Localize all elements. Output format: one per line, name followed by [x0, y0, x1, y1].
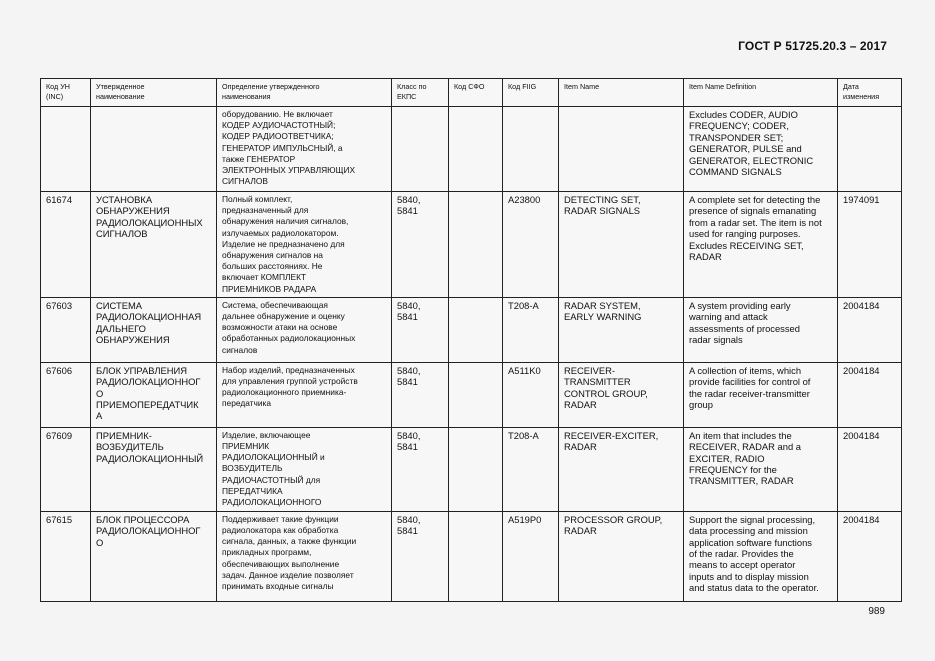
table-row [41, 107, 902, 192]
table-row [41, 511, 902, 601]
col-date-header: Дата изменения [838, 79, 902, 107]
col-item-name-header: Item Name [559, 79, 684, 107]
date-cell: 2004184 [838, 297, 902, 362]
sfo-cell [449, 192, 503, 298]
fiig-cell: T208-A [503, 427, 559, 511]
sfo-cell [449, 297, 503, 362]
name-cell: БЛОК УПРАВЛЕНИЯ РАДИОЛОКАЦИОННОГ О ПРИЕМОПЕРЕДАТЧИК А [91, 362, 217, 427]
name-cell: УСТАНОВКА ОБНАРУЖЕНИЯ РАДИОЛОКАЦИОННЫХ СИГНАЛОВ [91, 192, 217, 298]
table-header-row [41, 79, 902, 107]
class-cell [392, 107, 449, 192]
name-cell [91, 107, 217, 192]
item-name-cell: RADAR SYSTEM, EARLY WARNING [559, 297, 684, 362]
item-name-cell: DETECTING SET, RADAR SIGNALS [559, 192, 684, 298]
date-cell: 2004184 [838, 362, 902, 427]
code-cell: 67615 [41, 511, 91, 601]
document-id: ГОСТ Р 51725.20.3 – 2017 [738, 39, 887, 53]
item-definition-cell: A complete set for detecting the presence of signals emanating from a radar set. The item is not used for ranging purposes. Excludes RECEIVING SET, RADAR [684, 192, 838, 298]
name-cell: ПРИЕМНИК- ВОЗБУДИТЕЛЬ РАДИОЛОКАЦИОННЫЙ [91, 427, 217, 511]
col-class-header: Класс по ЕКПС [392, 79, 449, 107]
class-cell: 5840, 5841 [392, 427, 449, 511]
table-row [41, 362, 902, 427]
col-fiig-header: Код FIIG [503, 79, 559, 107]
definition-cell: Поддерживает такие функции радиолокатора как обработка сигнала, данных, а также функции прикладных программ, обеспечивающих выполнение задач. Данное изделие позволяет принимать входные сигналы [217, 511, 392, 601]
item-definition-cell: A system providing early warning and attack assessments of processed radar signals [684, 297, 838, 362]
item-name-cell [559, 107, 684, 192]
item-definition-cell: An item that includes the RECEIVER, RADAR and a EXCITER, RADIO FREQUENCY for the TRANSMITTER, RADAR [684, 427, 838, 511]
code-cell: 67603 [41, 297, 91, 362]
fiig-cell: T208-A [503, 297, 559, 362]
class-cell: 5840, 5841 [392, 362, 449, 427]
date-cell: 2004184 [838, 427, 902, 511]
col-code-header: Код УН (INC) [41, 79, 91, 107]
date-cell: 1974091 [838, 192, 902, 298]
item-name-cell: RECEIVER-EXCITER, RADAR [559, 427, 684, 511]
page-number: 989 [868, 606, 885, 617]
definition-cell: Полный комплект, предназначенный для обнаружения наличия сигналов, излучаемых радиолокатором. Изделие не предназначено для обнаружения сигналов на больших расстояниях. Не включает КОМПЛЕКТ ПРИЕМНИКОВ РАДАРА [217, 192, 392, 298]
date-cell: 2004184 [838, 511, 902, 601]
class-cell: 5840, 5841 [392, 192, 449, 298]
item-definition-cell: Excludes CODER, AUDIO FREQUENCY; CODER, TRANSPONDER SET; GENERATOR, PULSE and GENERATOR, ELECTRONIC COMMAND SIGNALS [684, 107, 838, 192]
date-cell [838, 107, 902, 192]
sfo-cell [449, 362, 503, 427]
definition-cell: оборудованию. Не включает КОДЕР АУДИОЧАСТОТНЫЙ; КОДЕР РАДИООТВЕТЧИКА; ГЕНЕРАТОР ИМПУЛЬСНЫЙ, а также ГЕНЕРАТОР ЭЛЕКТРОННЫХ УПРАВЛЯЮЩИХ СИГНАЛОВ [217, 107, 392, 192]
definition-cell: Набор изделий, предназначенных для управления группой устройств радиолокационного приемника- передатчика [217, 362, 392, 427]
class-cell: 5840, 5841 [392, 511, 449, 601]
col-item-def-header: Item Name Definition [684, 79, 838, 107]
fiig-cell: A519P0 [503, 511, 559, 601]
code-cell [41, 107, 91, 192]
sfo-cell [449, 427, 503, 511]
table-row [41, 297, 902, 362]
item-name-cell: RECEIVER- TRANSMITTER CONTROL GROUP, RADAR [559, 362, 684, 427]
col-sfo-header: Код СФО [449, 79, 503, 107]
item-definition-cell: A collection of items, which provide facilities for control of the radar receiver-transmitter group [684, 362, 838, 427]
item-name-cell: PROCESSOR GROUP, RADAR [559, 511, 684, 601]
class-cell: 5840, 5841 [392, 297, 449, 362]
fiig-cell: A511K0 [503, 362, 559, 427]
table-row [41, 427, 902, 511]
table-body [41, 107, 902, 602]
fiig-cell: A23800 [503, 192, 559, 298]
code-cell: 67606 [41, 362, 91, 427]
code-cell: 67609 [41, 427, 91, 511]
item-definition-cell: Support the signal processing, data processing and mission application software functions of the radar. Provides the means to accept operator inputs and to display mission and status data to the operator. [684, 511, 838, 601]
col-name-header: Утвержденное наименование [91, 79, 217, 107]
table-row [41, 192, 902, 298]
definition-cell: Изделие, включающее ПРИЕМНИК РАДИОЛОКАЦИОННЫЙ и ВОЗБУДИТЕЛЬ РАДИОЧАСТОТНЫЙ для ПЕРЕДАТЧИКА РАДИОЛОКАЦИОННОГО [217, 427, 392, 511]
code-cell: 61674 [41, 192, 91, 298]
catalog-table [40, 78, 902, 602]
sfo-cell [449, 511, 503, 601]
col-definition-header: Определение утвержденного наименования [217, 79, 392, 107]
name-cell: СИСТЕМА РАДИОЛОКАЦИОННАЯ ДАЛЬНЕГО ОБНАРУЖЕНИЯ [91, 297, 217, 362]
name-cell: БЛОК ПРОЦЕССОРА РАДИОЛОКАЦИОННОГ О [91, 511, 217, 601]
definition-cell: Система, обеспечивающая дальнее обнаружение и оценку возможности атаки на основе обработанных радиолокационных сигналов [217, 297, 392, 362]
sfo-cell [449, 107, 503, 192]
fiig-cell [503, 107, 559, 192]
